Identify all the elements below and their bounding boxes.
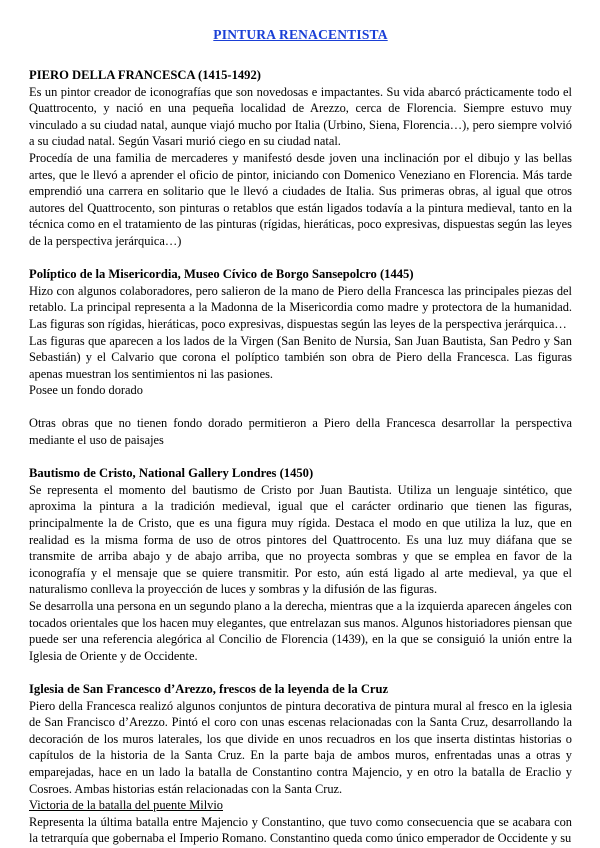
paragraph: Las figuras que aparecen a los lados de la Virgen (San Benito de Nursia, San Juan Bautista, San Pedro y San Sebastián) y el Calvario que corona el políptico también son obra de Piero della Francesca. Las figuras apenas muestran los sentimientos ni las pasiones. bbox=[29, 333, 572, 381]
section-heading-piero: PIERO DELLA FRANCESCA (1415-1492) bbox=[29, 68, 261, 82]
paragraph: Otras obras que no tienen fondo dorado permitieron a Piero della Francesca desarrollar la perspectiva mediante el uso de paisajes bbox=[29, 416, 572, 448]
document-title: PINTURA RENACENTISTA bbox=[213, 27, 388, 42]
paragraph: Es un pintor creador de iconografías que son novedosas e impactantes. Su vida abarcó prácticamente todo el Quattrocento, y nació en una pequeña localidad de Arezzo, cerca de Florencia. Siempre estuvo muy vinculado a su ciudad natal, aunque viajó mucho por Italia (Urbino, Siena, Florencia…), pero siempre volvió a su ciudad natal. Según Vasari murió ciego en su ciudad natal. bbox=[29, 84, 572, 149]
paragraph: Se desarrolla una persona en un segundo plano a la derecha, mientras que a la izquierda aparecen ángeles con tocados orientales que los hacen muy elegantes, que entrelazan sus manos. Algunos historiadores piensan que puede ser una referencia alegórica al Concilio de Florencia (1439), en la que se consiguió la unión entre la Iglesia de Oriente y de Occidente. bbox=[29, 599, 572, 663]
paragraph: Se representa el momento del bautismo de Cristo por Juan Bautista. Utiliza un lenguaje sintético, que aproxima la pintura a la tradición medieval, igual que el carácter ordinario que tienen las figuras, principalmente la de Cristo, que es una figura muy rígida. Destaca el modo en que utiliza la luz, que en realidad es la misma forma de uso de otros pintores del Quattrocento. Es una luz muy diáfana que se transmite de arriba abajo y de abajo arriba, que no proyecta sombras y que se emplea en favor de la iconografía y el mensaje que se quiere transmitir. Por esto, aún está ligado al arte medieval, ya que el naturalismo conlleva la proyección de luces y sombras y la difusión de las figuras. bbox=[29, 482, 572, 597]
section-heading-arezzo: Iglesia de San Francesco d’Arezzo, frescos de la leyenda de la Cruz bbox=[29, 681, 389, 696]
section-heading-poliptico: Políptico de la Misericordia, Museo Cívico de Borgo Sansepolcro (1445) bbox=[29, 267, 414, 282]
paragraph: Piero della Francesca realizó algunos conjuntos de pintura decorativa de pintura mural al fresco en la iglesia de San Francisco d’Arezzo. Pintó el coro con unas escenas relacionadas con la Santa Cruz, desarrollando la decoración de los muros laterales, los que divide en unos recuadros en los que inserta distintas historias o capítulos de la historia de la Santa Cruz. En la parte baja de ambos muros, enfrentadas unas a otras y emparejadas, hace en un lado la batalla de Constantino contra Majencio, y en otro la batalla de Eraclio y Cosroes. Ambas historias están relacionadas con la Santa Cruz. bbox=[29, 698, 572, 796]
spacer bbox=[29, 664, 572, 681]
spacer bbox=[29, 449, 572, 466]
paragraph: Procedía de una familia de mercaderes y manifestó desde joven una inclinación por el dibujo y las bellas artes, que le llevó a aprender el oficio de pintor, iniciando con Domenico Veneziano en Florencia. Más tarde emprendió una carrera en solitario que le llevó a ciudades de Italia. Sus primeras obras, al igual que otros autores del Quattrocento, son pinturas o retablos que están ligados todavía a la pintura medieval, tanto en la técnica como en el tratamiento de las pinturas (rígidas, hieráticas, poco expresivas, dispuestas según las leyes de la perspectiva jerárquica…) bbox=[29, 150, 572, 248]
subheading-victoria: Victoria de la batalla del puente Milvio bbox=[29, 798, 223, 813]
paragraph: Representa la última batalla entre Majencio y Constantino, que tuvo como consecuencia que se acabara con la tetrarquía que gobernaba el Imperio Romano. Constantino queda como único emperador de Occidente y su bbox=[29, 814, 572, 846]
paragraph: Hizo con algunos colaboradores, pero salieron de la mano de Piero della Francesca las principales piezas del retablo. La principal representa a la Madonna de la Misericordia como madre y protectora de la humanidad. Las figuras son rígidas, hieráticas, poco expresivas, dispuestas según las leyes de la perspectiva jerárquica… bbox=[29, 283, 572, 331]
spacer bbox=[29, 250, 572, 267]
paragraph: Posee un fondo dorado bbox=[29, 383, 143, 398]
section-heading-bautismo: Bautismo de Cristo, National Gallery Londres (1450) bbox=[29, 466, 314, 481]
spacer bbox=[29, 399, 572, 416]
